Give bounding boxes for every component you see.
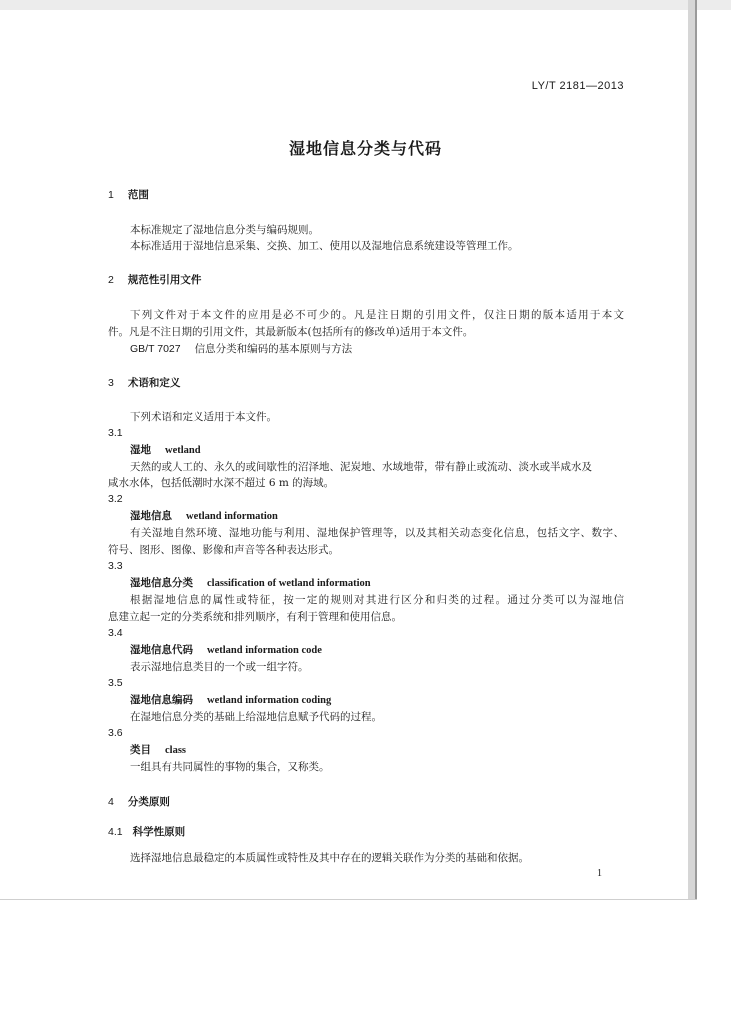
definition: 息建立起一定的分类系统和排列顺序，有利于管理和使用信息。	[108, 611, 402, 623]
definition: 天然的或人工的、永久的或间歇性的沼泽地、泥炭地、水域地带，带有静止或流动、淡水或半咸水及	[130, 461, 592, 473]
reference-code: GB/T 7027	[130, 343, 181, 355]
term-en: wetland information coding	[207, 695, 332, 706]
section-title: 术语和定义	[127, 377, 181, 389]
paragraph: 本标准规定了湿地信息分类与编码规则。	[130, 224, 319, 236]
section-1-heading	[108, 188, 149, 202]
subsection-title: 科学性原则	[132, 826, 186, 838]
scan-edge-right	[688, 0, 695, 900]
term-cn: 湿地信息分类	[130, 577, 193, 589]
section-number: 3	[108, 377, 114, 389]
term-heading	[130, 643, 322, 658]
paragraph: 本标准适用于湿地信息采集、交换、加工、使用以及湿地信息系统建设等管理工作。	[130, 240, 519, 252]
term-number: 3.4	[108, 627, 123, 639]
definition: 根据湿地信息的属性或特征，按一定的规则对其进行区分和归类的过程。通过分类可以为湿地信	[130, 594, 624, 606]
definition: 一组具有共同属性的事物的集合，又称类。	[130, 761, 330, 773]
term-heading	[130, 443, 201, 458]
term-heading	[130, 576, 371, 591]
section-number: 2	[108, 274, 114, 286]
definition: 表示湿地信息类目的一个或一组字符。	[130, 661, 309, 673]
scan-edge-bottom	[0, 899, 697, 900]
reference-title: 信息分类和编码的基本原则与方法	[194, 343, 353, 355]
term-en: wetland information	[186, 511, 278, 522]
term-number: 3.1	[108, 427, 123, 439]
term-cn: 湿地信息	[130, 510, 172, 522]
term-number: 3.5	[108, 677, 123, 689]
term-cn: 湿地	[130, 444, 151, 456]
standard-code: LY/T 2181—2013	[531, 80, 624, 92]
section-2-heading	[108, 273, 201, 287]
definition: 咸水水体，包括低潮时水深不超过 6 m 的海域。	[108, 477, 335, 489]
term-heading	[130, 743, 186, 758]
definition: 在湿地信息分类的基础上给湿地信息赋予代码的过程。	[130, 711, 382, 723]
paragraph: 件。凡是不注日期的引用文件，其最新版本(包括所有的修改单)适用于本文件。	[108, 326, 474, 338]
paragraph: 下列文件对于本文件的应用是必不可少的。凡是注日期的引用文件，仅注日期的版本适用于本文	[130, 309, 624, 321]
page-number: 1	[597, 868, 602, 879]
term-heading	[130, 693, 331, 708]
normative-reference	[130, 342, 352, 356]
paragraph: 选择湿地信息最稳定的本质属性或特性及其中存在的逻辑关联作为分类的基础和依据。	[130, 852, 529, 864]
section-title: 规范性引用文件	[127, 274, 202, 286]
definition: 符号、图形、图像、影像和声音等各种表达形式。	[108, 544, 339, 556]
scan-edge-right-line	[695, 0, 697, 900]
paragraph: 下列术语和定义适用于本文件。	[130, 411, 277, 423]
term-cn: 类目	[130, 744, 151, 756]
subsection-4-1-heading	[108, 825, 185, 839]
document-title: 湿地信息分类与代码	[288, 139, 442, 158]
term-cn: 湿地信息代码	[130, 644, 193, 656]
definition: 有关湿地自然环境、湿地功能与利用、湿地保护管理等，以及其相关动态变化信息，包括文字、数字、	[130, 527, 624, 539]
term-number: 3.3	[108, 560, 123, 572]
term-cn: 湿地信息编码	[130, 694, 193, 706]
section-number: 4	[108, 796, 114, 808]
term-number: 3.6	[108, 727, 123, 739]
term-en: wetland	[165, 445, 201, 456]
term-en: classification of wetland information	[207, 578, 371, 589]
subsection-number: 4.1	[108, 826, 123, 838]
term-en: class	[165, 745, 186, 756]
term-heading	[130, 509, 278, 524]
section-title: 范围	[127, 189, 149, 201]
section-3-heading	[108, 376, 180, 390]
scan-edge-top	[0, 0, 731, 10]
section-title: 分类原则	[127, 796, 170, 808]
section-number: 1	[108, 189, 114, 201]
term-number: 3.2	[108, 493, 123, 505]
section-4-heading	[108, 795, 170, 809]
term-en: wetland information code	[207, 645, 322, 656]
